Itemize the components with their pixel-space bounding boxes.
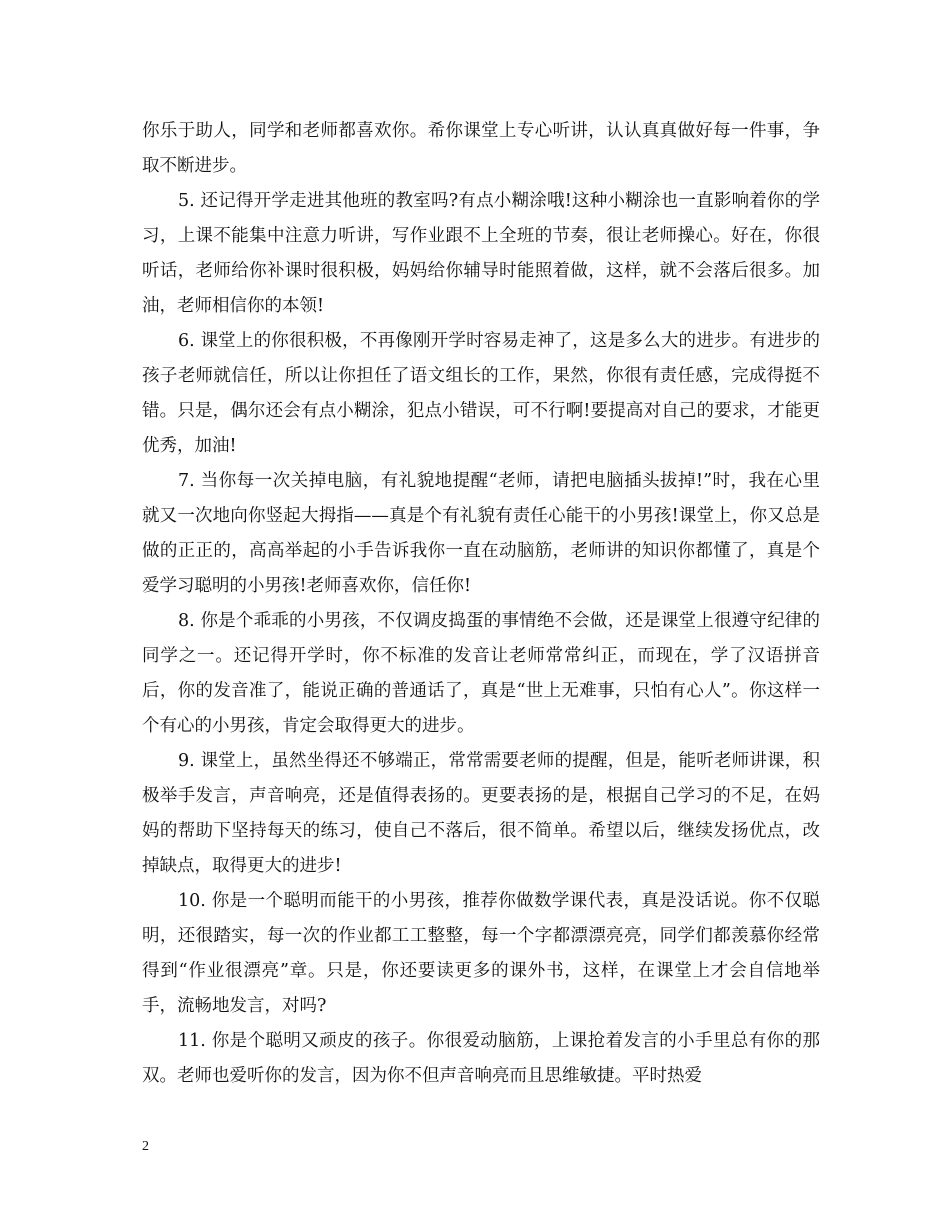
paragraph-item-11: 11. 你是个聪明又顽皮的孩子。你很爱动脑筋，上课抢着发言的小手里总有你的那双。老师也爱听你的发言，因为你不但声音响亮而且思维敏捷。平时热爱 — [142, 1031, 820, 1086]
page-number: 2 — [142, 1139, 149, 1154]
paragraph-item-9: 9. 课堂上，虽然坐得还不够端正，常常需要老师的提醒，但是，能听老师讲课，积极举手发言，声音响亮，还是值得表扬的。更要表扬的是，根据自己学习的不足，在妈妈的帮助下坚持每天的练习，使自己不落后，很不简单。希望以后，继续发扬优点，改掉缺点，取得更大的进步! — [142, 751, 820, 876]
paragraph-item-6: 6. 课堂上的你很积极，不再像刚开学时容易走神了，这是多么大的进步。有进步的孩子老师就信任，所以让你担任了语文组长的工作，果然，你很有责任感，完成得挺不错。只是，偶尔还会有点小糊涂，犯点小错误，可不行啊!要提高对自己的要求，才能更优秀，加油! — [142, 331, 820, 456]
paragraph-continued: 你乐于助人，同学和老师都喜欢你。希你课堂上专心听讲，认认真真做好每一件事，争取不断进步。 — [142, 121, 820, 176]
paragraph-item-7: 7. 当你每一次关掉电脑，有礼貌地提醒“老师，请把电脑插头拔掉!”时，我在心里就又一次地向你竖起大拇指——真是个有礼貌有责任心能干的小男孩!课堂上，你又总是做的正正的，高高举起的小手告诉我你一直在动脑筋，老师讲的知识你都懂了，真是个爱学习聪明的小男孩!老师喜欢你，信任你! — [142, 471, 820, 596]
paragraph-item-10: 10. 你是一个聪明而能干的小男孩，推荐你做数学课代表，真是没话说。你不仅聪明，还很踏实，每一次的作业都工工整整，每一个字都漂漂亮亮，同学们都羡慕你经常得到“作业很漂亮”章。只是，你还要读更多的课外书，这样，在课堂上才会自信地举手，流畅地发言，对吗? — [142, 891, 820, 1016]
paragraph-item-8: 8. 你是个乖乖的小男孩，不仅调皮捣蛋的事情绝不会做，还是课堂上很遵守纪律的同学之一。还记得开学时，你不标准的发音让老师常常纠正，而现在，学了汉语拼音后，你的发音准了，能说正确的普通话了，真是“世上无难事，只怕有心人”。你这样一个有心的小男孩，肯定会取得更大的进步。 — [142, 611, 820, 736]
document-body — [142, 114, 820, 1094]
paragraph-item-5: 5. 还记得开学走进其他班的教室吗?有点小糊涂哦!这种小糊涂也一直影响着你的学习，上课不能集中注意力听讲，写作业跟不上全班的节奏，很让老师操心。好在，你很听话，老师给你补课时很积极，妈妈给你辅导时能照着做，这样，就不会落后很多。加油，老师相信你的本领! — [142, 191, 820, 316]
